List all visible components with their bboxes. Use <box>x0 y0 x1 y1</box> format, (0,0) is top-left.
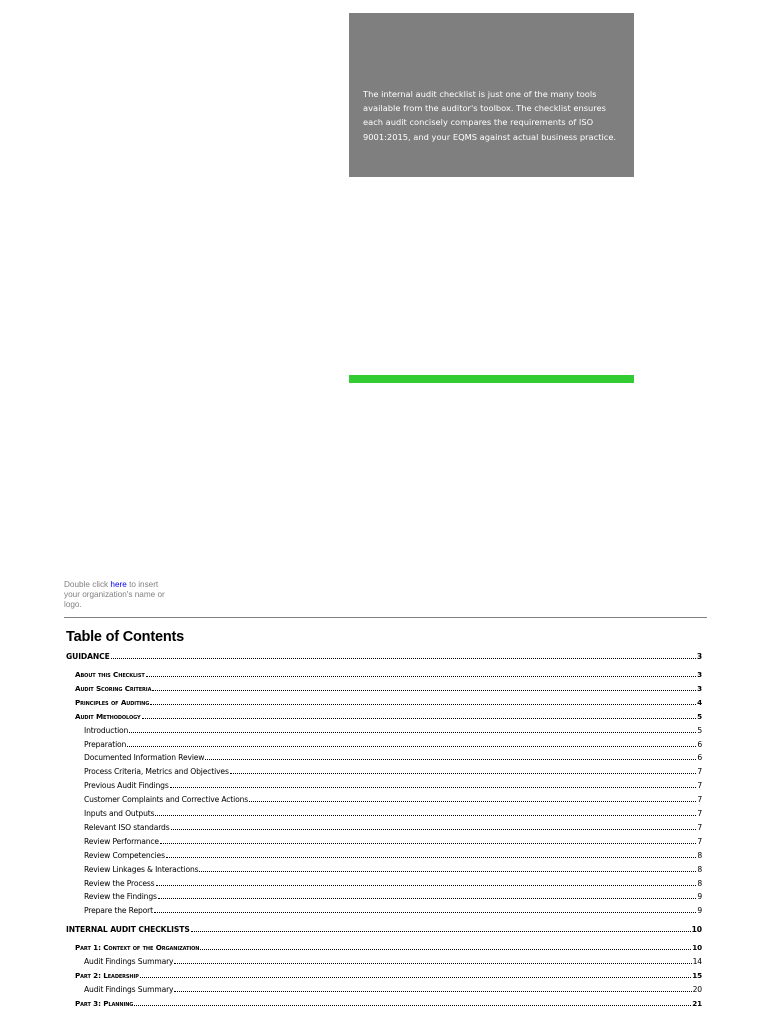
toc-dot-leader <box>170 787 697 788</box>
toc-dot-leader <box>191 931 691 932</box>
toc-entry[interactable] <box>75 670 702 679</box>
toc-entry-label: Prepare the Report <box>84 906 153 916</box>
toc-entry-page: 7 <box>697 836 702 846</box>
insert-logo-link[interactable]: here <box>110 580 127 589</box>
toc-entry-page: 7 <box>697 795 702 805</box>
toc-entry-page: 5 <box>697 725 702 735</box>
toc-entry-page: 3 <box>696 652 702 661</box>
toc-dot-leader <box>249 801 696 802</box>
toc-title: Table of Contents <box>66 629 184 645</box>
toc-dot-leader <box>155 815 696 816</box>
toc-entry-page: 7 <box>697 781 702 791</box>
toc-entry-label: Review the Findings <box>84 892 157 902</box>
intro-text: The internal audit checklist is just one of the many tools available from the auditor's toolbox. The checklist ensures each audit concisely compares the requirements of ISO 9001:2015, and your EQMS against actual business practice. <box>363 89 617 142</box>
toc-dot-leader <box>171 829 697 830</box>
toc-entry[interactable] <box>84 892 702 901</box>
toc-dot-leader <box>129 732 696 733</box>
toc-entry-page: 6 <box>697 753 702 763</box>
toc-dot-leader <box>134 1005 691 1006</box>
toc-dot-leader <box>158 898 697 899</box>
toc-entry[interactable] <box>84 726 702 735</box>
toc-entry-page: 8 <box>697 850 702 860</box>
toc-dot-leader <box>205 759 696 760</box>
header-divider <box>64 617 707 618</box>
toc-dot-leader <box>156 885 697 886</box>
toc-dot-leader <box>150 704 696 705</box>
toc-dot-leader <box>142 718 697 719</box>
toc-entry-label: Review Performance <box>84 836 159 846</box>
toc-entry[interactable] <box>84 795 702 804</box>
toc-entry-label: INTERNAL AUDIT CHECKLISTS <box>66 925 190 935</box>
toc-entry-page: 9 <box>697 906 702 916</box>
toc-entry-label: Customer Complaints and Corrective Actions <box>84 795 249 805</box>
logo-placeholder-prefix: Double click <box>64 580 111 589</box>
toc-entry-label: Audit Findings Summary <box>84 985 174 994</box>
toc-entry-label: Inputs and Outputs <box>84 809 155 818</box>
toc-entry[interactable] <box>75 999 702 1008</box>
toc-entry-label: Audit Scoring Criteria <box>75 683 152 693</box>
toc-entry-label: Previous Audit Findings <box>84 781 169 791</box>
toc-entry-page: 9 <box>697 892 702 902</box>
toc-entry[interactable] <box>84 837 702 846</box>
toc-dot-leader <box>127 746 696 747</box>
toc-dot-leader <box>146 676 696 677</box>
toc-dot-leader <box>199 871 696 872</box>
toc-dot-leader <box>111 658 696 659</box>
toc-entry-label: Part 1: Context of the Organization <box>75 943 200 953</box>
toc-entry-page: 10 <box>692 943 702 953</box>
toc-entry[interactable] <box>84 851 702 860</box>
toc-dot-leader <box>174 963 691 964</box>
toc-entry-label: Audit Findings Summary <box>84 957 174 967</box>
toc-entry[interactable] <box>84 740 702 749</box>
toc-entry-page: 21 <box>692 998 702 1008</box>
toc-entry[interactable] <box>84 985 702 994</box>
toc-entry-page: 15 <box>692 971 702 981</box>
toc-dot-leader <box>160 843 696 844</box>
toc-entry-label: Part 2: Leadership <box>75 971 139 981</box>
toc-entry-label: Principles of Auditing <box>75 697 150 707</box>
toc-entry-label: About this Checklist <box>75 670 145 679</box>
toc-entry[interactable] <box>75 943 702 952</box>
toc-entry[interactable] <box>84 906 702 915</box>
toc-entry[interactable] <box>66 925 702 934</box>
toc-entry[interactable] <box>84 809 702 818</box>
toc-entry[interactable] <box>75 684 702 693</box>
toc-entry[interactable] <box>84 865 702 874</box>
toc-entry-label: Relevant ISO standards <box>84 822 170 832</box>
toc-entry-label: Introduction <box>84 725 129 735</box>
toc-entry[interactable] <box>84 823 702 832</box>
toc-dot-leader <box>154 912 696 913</box>
toc-entry-label: Review Competencies <box>84 850 165 860</box>
toc-entry-page: 7 <box>697 822 702 832</box>
toc-dot-leader <box>200 949 691 950</box>
toc-entry-page: 10 <box>691 925 702 935</box>
toc-dot-leader <box>174 991 691 992</box>
toc-entry[interactable] <box>84 767 702 776</box>
toc-entry-label: Review the Process <box>84 878 155 888</box>
toc-entry-page: 7 <box>697 809 702 818</box>
toc-entry[interactable] <box>84 781 702 790</box>
accent-bar <box>349 375 634 383</box>
toc-entry-page: 4 <box>697 697 702 707</box>
toc-dot-leader <box>152 690 696 691</box>
toc-entry-label: Review Linkages & Interactions <box>84 864 199 874</box>
toc-entry-page: 6 <box>697 739 702 749</box>
toc-entry-page: 14 <box>692 957 702 967</box>
toc-dot-leader <box>166 857 696 858</box>
toc-entry-page: 3 <box>697 670 702 679</box>
toc-entry-label: Documented Information Review <box>84 753 205 763</box>
toc-entry[interactable] <box>75 971 702 980</box>
toc-entry[interactable] <box>84 957 702 966</box>
logo-placeholder <box>64 580 174 610</box>
toc-entry[interactable] <box>84 879 702 888</box>
toc-entry-label: Preparation <box>84 739 127 749</box>
toc-entry[interactable] <box>75 712 702 721</box>
toc-entry-label: GUIDANCE <box>66 652 110 661</box>
toc-entry-label: Process Criteria, Metrics and Objectives <box>84 767 229 777</box>
toc-entry-page: 20 <box>692 985 702 994</box>
toc-entry-page: 8 <box>697 864 702 874</box>
toc-entry-label: Audit Methodology <box>75 711 141 721</box>
toc-entry[interactable] <box>75 698 702 707</box>
toc-entry-page: 3 <box>697 683 702 693</box>
logo-placeholder-suffix: to insert your organization's name or logo. <box>64 580 165 609</box>
toc-entry-page: 5 <box>697 711 702 721</box>
toc-dot-leader <box>230 773 697 774</box>
toc-dot-leader <box>140 977 691 978</box>
toc-entry[interactable] <box>66 652 702 661</box>
toc-entry-page: 8 <box>697 878 702 888</box>
toc-entry-page: 7 <box>697 767 702 777</box>
toc-entry[interactable] <box>84 753 702 762</box>
intro-box <box>349 13 634 177</box>
toc-entry-label: Part 3: Planning <box>75 998 134 1008</box>
